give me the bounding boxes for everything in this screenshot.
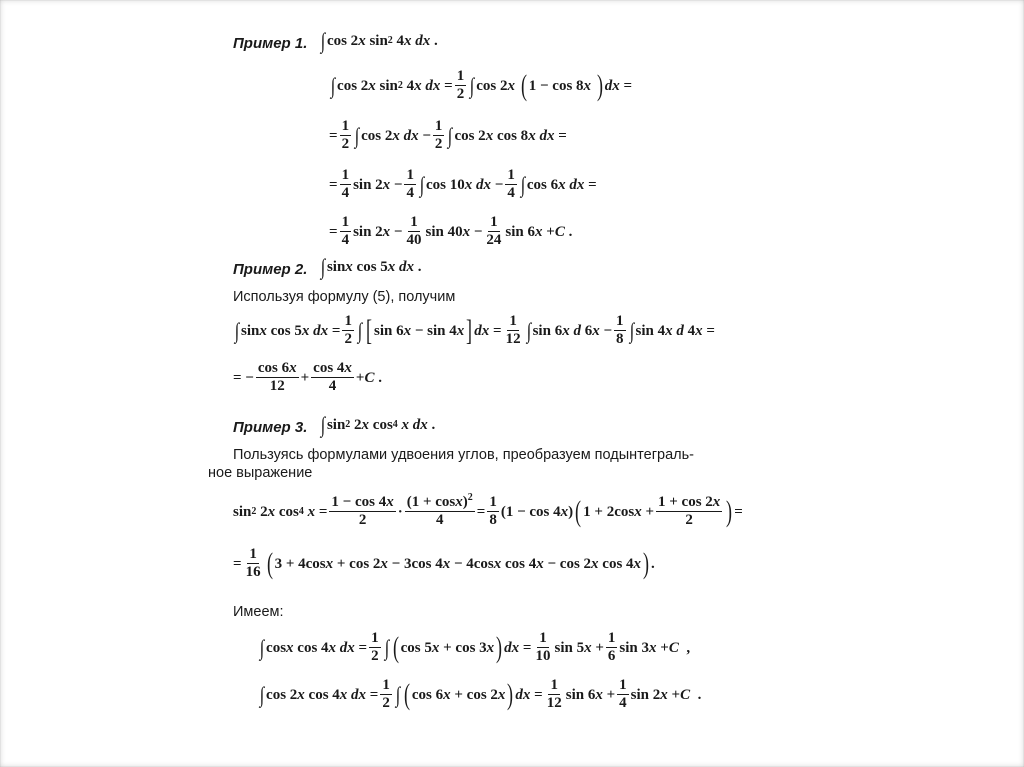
- example1-line-1: ∫ cos 2 x sin 2 4 x dx = 1 2 ∫ cos 2 x ( 1 − cos 8 x ) dx =: [330, 68, 633, 102]
- example3-intro-line-1: Пользуясь формулами удвоения углов, преобразуем подынтеграль-: [233, 447, 694, 463]
- example1-line-2: = 1 2 ∫ cos 2 x dx − 1 2 ∫ cos 2 x cos 8 x dx =: [329, 118, 567, 152]
- example1-statement: ∫ cos 2 x sin 2 4 x dx .: [320, 28, 438, 53]
- example2-heading: [233, 256, 422, 280]
- example3-statement: ∫ sin 2 2 x cos 4 x dx .: [320, 412, 436, 437]
- example3-intro-line-2: ное выражение: [208, 465, 313, 481]
- example2-line-2: = − cos 6x 12 + cos 4x 4 + C .: [233, 360, 382, 394]
- example2-statement: ∫ sin x cos 5 x dx .: [320, 254, 422, 279]
- example3-have-label: Имеем:: [233, 604, 284, 620]
- example3-heading: [233, 414, 435, 438]
- example2-title: Пример 2.: [233, 261, 308, 278]
- example2-line-1: ∫ sin x cos 5 x dx = 1 2 ∫ [ sin 6 x − sin 4 x ] dx = 1 12 ∫ sin 6 x d 6 x − 1 8 ∫ sin 4 x d 4 x =: [234, 313, 715, 347]
- example3-result-line-1: ∫ cos x cos 4 x dx = 1 2 ∫ ( cos 5 x + cos 3 x ) dx = 1 10 sin 5 x + 1 6 sin 3 x + C ,: [259, 630, 691, 664]
- example2-intro: Используя формулу (5), получим: [233, 289, 456, 305]
- example3-result-line-2: ∫ cos 2 x cos 4 x dx = 1 2 ∫ ( cos 6 x + cos 2 x ) dx = 1 12 sin 6 x + 1 4 sin 2 x + C .: [259, 677, 702, 711]
- example1-title: Пример 1.: [233, 35, 308, 52]
- example3-title: Пример 3.: [233, 419, 308, 436]
- example1-line-4: = 1 4 sin 2 x − 1 40 sin 40 x − 1 24 sin 6 x + C .: [329, 214, 573, 248]
- example1-heading: [233, 30, 438, 54]
- example3-line-2: = 1 16 ( 3 + 4cos x + cos 2 x − 3cos 4 x − 4cos x cos 4 x − cos 2 x cos 4 x ) .: [233, 546, 655, 580]
- example3-line-1: sin 2 2 x cos 4 x = 1 − cos 4x 2 · $(1 + \cos x)^2$ 4 = 1 8 (1 − cos 4 x ) ( 1 + 2cos x + 1 + cos 2x 2 ) =: [233, 492, 743, 528]
- example1-line-3: = 1 4 sin 2 x − 1 4 ∫ cos 10 x dx − 1 4 ∫ cos 6 x dx =: [329, 167, 597, 201]
